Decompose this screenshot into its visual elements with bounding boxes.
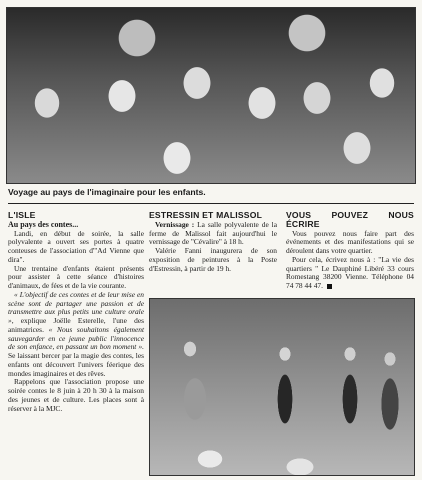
article-heading: VOUS POUVEZ NOUS ÉCRIRE (286, 210, 414, 229)
article-lisle (8, 211, 144, 413)
article-paragraph: Vous pouvez nous faire part des événements et des manifestations qui se déroulent dans votre quartier. (286, 228, 414, 255)
article-paragraph: Landi, en début de soirée, la salle polyvalente a ouvert ses portes à quatre conteuses de l'association d'"Ad Vienne que dira". (8, 228, 144, 264)
article-paragraph (149, 221, 277, 247)
article-paragraph (286, 256, 414, 291)
article-lead: Vernissage : (155, 219, 195, 229)
article-paragraph: Rappelons que l'association propose une soirée contes le 8 juin à 20 h 30 à la maison des jeunes et de culture. Les places sont à réserver à la MJC. (8, 377, 144, 413)
storytellers-photo (149, 298, 415, 476)
article-paragraph: Une trentaine d'enfants étaient présents pour assister à cette séance d'histoires d'animaux, de fées et de la vie courante. (8, 263, 144, 290)
end-mark-icon (327, 284, 332, 289)
article-quote-paragraph (8, 291, 144, 379)
section-divider (8, 203, 414, 204)
article-write-to-us (286, 211, 414, 291)
article-text: La salle polyvalente de la ferme de Malissol fait aujourd'hui le vernissage de "Cévalire" à 18 h. (149, 219, 277, 247)
article-quote: « Nous souhaitons également sauvegarder en ce jeune public l'innocence de son enfance, en passant un bon moment ». (8, 324, 144, 352)
article-attribution: , explique Joëlle Esterelle, l'une des animatrices. (8, 316, 144, 334)
photo-caption: Voyage au pays de l'imaginaire pour les enfants. (8, 187, 206, 197)
article-subheading: Au pays des contes... (8, 219, 79, 229)
article-estressin (149, 211, 277, 273)
article-heading: ESTRESSIN ET MALISSOL (149, 210, 263, 220)
article-quote: « L'objectif de ces contes et de leur mise en scène sont de partager une passion et de transmettre aux plus petits une culture orale » (8, 289, 144, 325)
article-heading: L'ISLE (8, 210, 36, 220)
article-text: Se laissant bercer par la magie des contes, les enfants ont découvert l'univers féerique des mondes imaginaires et des rêves. (8, 351, 144, 378)
article-text: Pour cela, écrivez nous à : "La vie des quartiers " Le Dauphiné Libéré 33 cours Romestang 38200 Vienne. Téléphone 04 74 78 44 47. (286, 254, 414, 290)
children-audience-photo (6, 7, 416, 184)
article-paragraph: Valérie Fanni inaugurera de son exposition de peintures à la Poste d'Estressin, à partir de 19 h. (149, 246, 277, 273)
